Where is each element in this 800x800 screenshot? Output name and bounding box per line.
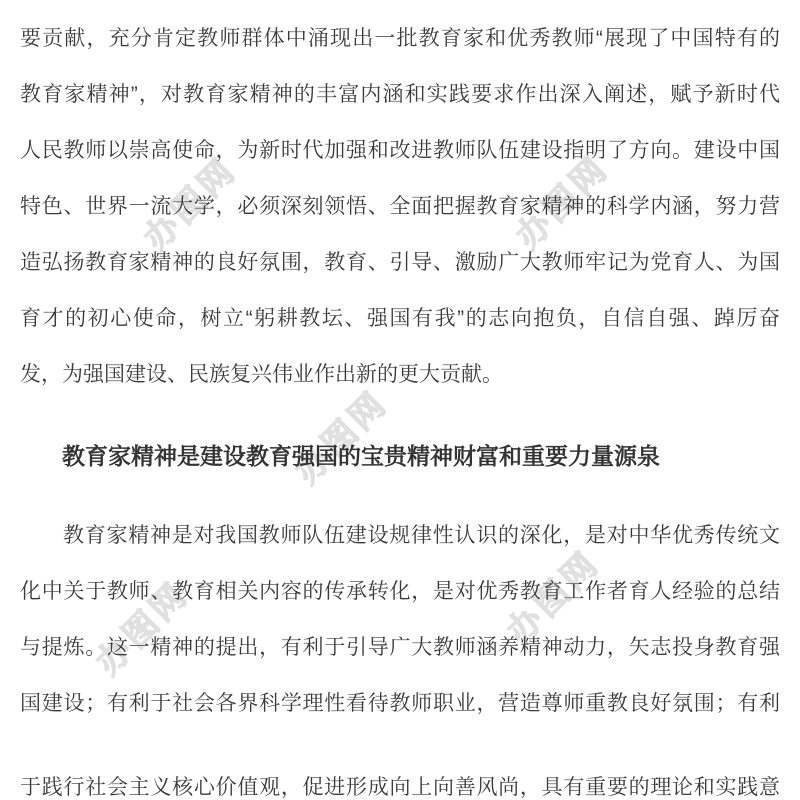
body-text-line: 于践行社会主义核心价值观，促进形成向上向善风尚，具有重要的理论和实践意 <box>20 776 780 799</box>
watermark-text: 办图网 <box>136 150 245 259</box>
section-heading: 教育家精神是建设教育强国的宝贵精神财富和重要力量源泉 <box>62 443 660 469</box>
watermark-text: 办图网 <box>287 383 396 492</box>
body-text-line: 发，为强国建设、民族复兴伟业作出新的更大贡献。 <box>20 363 503 386</box>
body-text-line: 特色、世界一流大学，必须深刻领悟、全面把握教育家精神的科学内涵，努力营 <box>20 195 780 218</box>
paragraph-2-continued <box>20 760 780 800</box>
body-text-line: 教育家精神是对我国教师队伍建设规律性认识的深化，是对中华优秀传统文 <box>63 524 780 547</box>
watermark-text: 办图网 <box>508 148 617 257</box>
watermark-text: 办图网 <box>499 543 608 652</box>
paragraph-2 <box>20 508 780 732</box>
paragraph-1 <box>20 11 780 403</box>
body-text-line: 造弘扬教育家精神的良好氛围，教育、引导、激励广大教师牢记为党育人、为国 <box>20 251 780 274</box>
body-text-line: 化中关于教师、教育相关内容的传承转化，是对优秀教育工作者育人经验的总结 <box>20 580 780 603</box>
body-text-line: 育才的初心使命，树立“躬耕教坛、强国有我”的志向抱负，自信自强、踔厉奋 <box>20 307 780 330</box>
body-text-line: 教育家精神”，对教育家精神的丰富内涵和实践要求作出深入阐述，赋予新时代 <box>20 83 780 106</box>
body-text-line: 国建设；有利于社会各界科学理性看待教师职业，营造尊师重教良好氛围；有利 <box>20 692 780 715</box>
watermark-text: 办图网 <box>88 574 197 683</box>
body-text-line: 人民教师以崇高使命，为新时代加强和改进教师队伍建设指明了方向。建设中国 <box>20 139 780 162</box>
body-text-line: 与提炼。这一精神的提出，有利于引导广大教师涵养精神动力，矢志投身教育强 <box>20 636 780 659</box>
body-text-line: 要贡献，充分肯定教师群体中涌现出一批教育家和优秀教师“展现了中国特有的 <box>20 27 780 50</box>
